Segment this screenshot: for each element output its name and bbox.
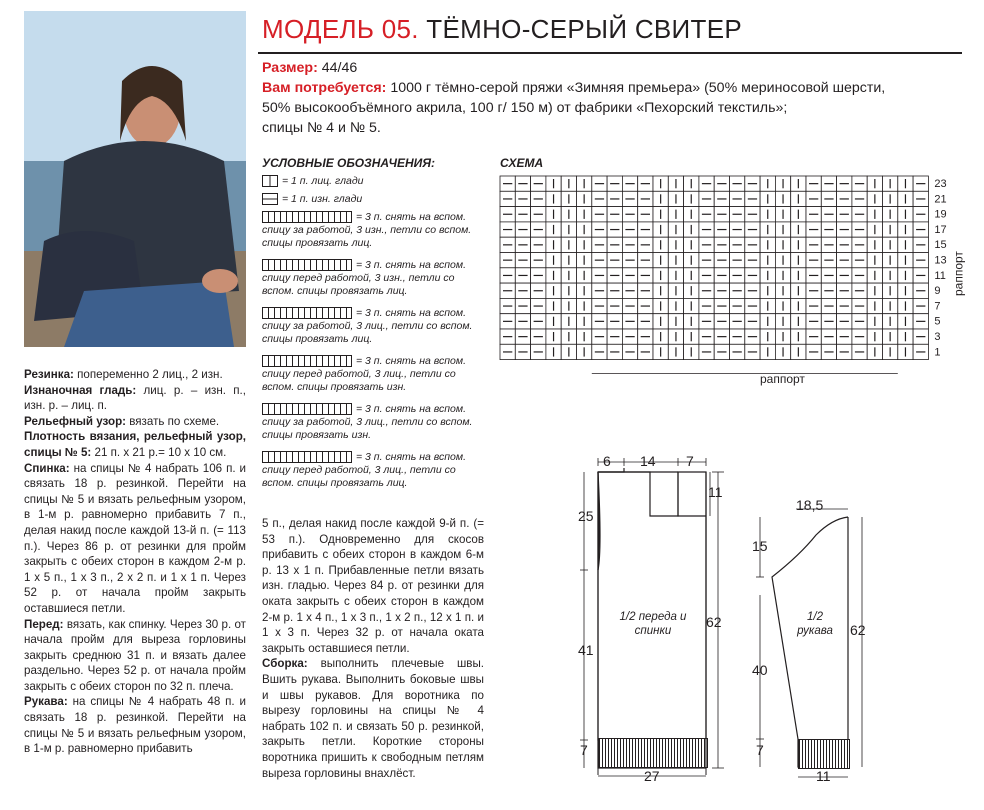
dim-neck-depth: 11 <box>708 484 723 500</box>
chart-row-label: 9 <box>934 285 941 298</box>
materials-label: Вам потребуется: <box>262 80 387 96</box>
size-value: 44/46 <box>321 60 358 76</box>
dim-neck: 14 <box>640 453 656 469</box>
chart-row-label: 3 <box>934 331 941 343</box>
dim-armhole: 25 <box>578 508 594 524</box>
scheme-title: СХЕМА <box>500 156 544 170</box>
legend-symbol <box>262 193 278 205</box>
paragraph-text: на спицы № 4 набрать 106 п. и связать 18 р. резинкой. Перейти на спицы № 5 и вязать рельефным узором, в 1-м р. равномерно прибавить 7 п., делая накид после каждой 13-й п. (= 113 п.). Через 86 р. от резинки для пройм закрыть с обеих сторон в каждом 2-м р. 1 х 5 п., 1 х 3 п., 2 х 2 п. и 1 х 1 п. Через 52 р. от начала пройм закрыть оставшиеся петли. <box>24 461 246 615</box>
paragraph <box>262 656 484 781</box>
chart-row-label: 23 <box>934 178 947 190</box>
chart-row-label: 15 <box>934 239 947 252</box>
model-number: МОДЕЛЬ 05. <box>262 14 419 44</box>
paragraph-text: 5 п., делая накид после каждой 9-й п. (= 53 п.). Одновременно для скосов прибавить с обеих сторон в каждом 6-м р. 13 х 1 п. Прибавленные петли вязать изн. гладью. Через 84 р. от резинки для оката закрыть с обеих сторон в каждом 2-м р. 1 х 4 п., 1 х 3 п., 1 х 2 п., 12 х 1 п. и 1 х 3 п. Через 32 р. от начала оката закрыть оставшиеся петли. <box>262 517 484 655</box>
paragraph-heading: Рельефный узор: <box>24 414 127 428</box>
paragraph <box>24 617 246 695</box>
legend-text: = 3 п. снять на вспом. спицу перед работой, 3 лиц., петли со вспом. спицы провязать лиц. <box>262 451 467 489</box>
dim-sleeve-cap: 15 <box>752 538 768 554</box>
instructions-middle <box>262 516 484 781</box>
chart-row-label: 13 <box>934 254 947 267</box>
legend-symbol <box>262 175 278 187</box>
legend-symbol <box>262 403 352 415</box>
legend-text: = 3 п. снять на вспом. спицу за работой, 3 лиц., петли со вспом. спицы провязать изн. <box>262 403 473 441</box>
legend-item <box>262 307 482 346</box>
paragraph <box>24 383 246 414</box>
legend-text: = 3 п. снять на вспом. спицу перед работой, 3 изн., петли со вспом. спицы провязать лиц. <box>262 259 467 297</box>
chart-side-label: раппорт <box>951 251 966 296</box>
chart-row-label: 19 <box>934 208 947 221</box>
dim-width: 27 <box>644 768 660 784</box>
paragraph-heading: Спинка: <box>24 461 70 475</box>
paragraph-heading: Резинка: <box>24 368 74 381</box>
paragraph-heading: Изнаночная гладь: <box>24 383 137 397</box>
dim-sleeve-bottom: 11 <box>816 768 831 784</box>
chart-row-label: 21 <box>934 193 947 206</box>
body-label: 1/2 переда и спинки <box>619 611 687 637</box>
dim-rib: 7 <box>580 742 588 758</box>
requirements <box>262 58 962 138</box>
size-label: Размер: <box>262 60 318 76</box>
legend-item <box>262 193 482 206</box>
legend-symbol <box>262 451 352 463</box>
dim-neck-half: 7 <box>686 453 694 469</box>
paragraph-heading: Рукава: <box>24 695 68 709</box>
paragraph <box>24 694 246 756</box>
paragraph-text: попеременно 2 лиц., 2 изн. <box>73 368 223 381</box>
model-photo <box>24 11 246 347</box>
legend-title: УСЛОВНЫЕ ОБОЗНАЧЕНИЯ: <box>262 156 436 170</box>
paragraph-heading: Перед: <box>24 617 64 631</box>
legend-symbol <box>262 355 352 367</box>
knitting-chart <box>498 172 968 402</box>
dim-sleeve-rib: 7 <box>756 742 764 758</box>
paragraph <box>24 429 246 460</box>
sleeve-rib-hatching <box>798 739 850 769</box>
legend-item <box>262 403 482 442</box>
legend-text: = 3 п. снять на вспом. спицу за работой, 3 изн., петли со вспом. спицы провязать лиц. <box>262 211 472 249</box>
model-photo-illustration <box>24 11 246 347</box>
legend-text: = 3 п. снять на вспом. спицу за работой, 3 лиц., петли со вспом. спицы провязать лиц. <box>262 307 473 345</box>
legend-text: = 1 п. изн. глади <box>282 193 363 205</box>
paragraph-text: вязать, как спинку. Через 30 р. от начала пройм для выреза горловины закрыть среднюю 31 п. и вязать далее раздельно. Через 52 р. от начала пройм закрыть с обеих сторон по 32 п. плеча. <box>24 617 246 693</box>
chart-row-label: 11 <box>934 269 946 282</box>
materials-line3: спицы № 4 и № 5. <box>262 120 381 136</box>
paragraph-text: 21 п. х 21 р.= 10 х 10 см. <box>91 445 227 459</box>
page-title <box>262 14 742 45</box>
dim-side: 41 <box>578 642 594 658</box>
legend-text: = 3 п. снять на вспом. спицу перед работой, 3 лиц., петли со вспом. спицы провязать изн. <box>262 355 467 393</box>
legend-item <box>262 451 482 490</box>
legend-item <box>262 175 482 188</box>
chart-row-label: 5 <box>934 315 941 328</box>
dim-sleeve-top: 18,5 <box>796 497 824 513</box>
legend-symbol <box>262 259 352 271</box>
dim-length: 62 <box>706 614 722 630</box>
paragraph <box>24 367 246 383</box>
paragraph-heading: Плотность вязания, рельефный узор, спицы № 5: <box>24 430 246 459</box>
paragraph-text: на спицы № 4 набрать 48 п. и связать 18 р. резинкой. Перейти на спицы № 5 и вязать рельефным узором, в 1-м р. равномерно прибавить <box>24 695 246 756</box>
paragraph-text: вязать по схеме. <box>126 414 220 428</box>
materials-line1: 1000 г тёмно-серой пряжи «Зимняя премьера» (50% мериносовой шерсти, <box>390 80 886 96</box>
paragraph <box>24 461 246 617</box>
model-name: ТЁМНО-СЕРЫЙ СВИТЕР <box>426 14 743 44</box>
chart-row-label: 17 <box>934 223 947 236</box>
paragraph-heading: Сборка: <box>262 657 308 671</box>
legend-item <box>262 259 482 298</box>
legend-text: = 1 п. лиц. глади <box>282 175 364 187</box>
scheme-bottom-label: раппорт <box>760 372 805 386</box>
paragraph-text: выполнить плечевые швы. Вшить рукава. Выполнить боковые швы и швы рукавов. Для воротника по вырезу горловины на спицы № 4 набрать 102 п. и связать 50 р. резинкой, закрыть петли. Короткие стороны воротника пришить к свободным петлям выреза горловины внахлёст. <box>262 657 484 780</box>
legend-item <box>262 211 482 250</box>
legend-symbol <box>262 211 352 223</box>
sleeve-label: 1/2 рукава <box>797 611 833 637</box>
dim-sleeve-length: 40 <box>752 662 768 678</box>
legend-symbol <box>262 307 352 319</box>
legend-item <box>262 355 482 394</box>
paragraph-text: лиц. р. – изн. п., изн. р. – лиц. п. <box>24 383 246 413</box>
paragraph <box>24 414 246 430</box>
paragraph <box>262 516 484 656</box>
instructions-left <box>24 367 246 757</box>
materials-line2: 50% высокообъёмного акрила, 100 г/ 150 м) от фабрики «Пехорский текстиль»; <box>262 100 788 116</box>
dim-sleeve-total: 62 <box>850 622 866 638</box>
chart-row-label: 7 <box>934 300 941 313</box>
dim-shoulder: 6 <box>603 453 611 469</box>
chart-row-label: 1 <box>934 346 941 359</box>
